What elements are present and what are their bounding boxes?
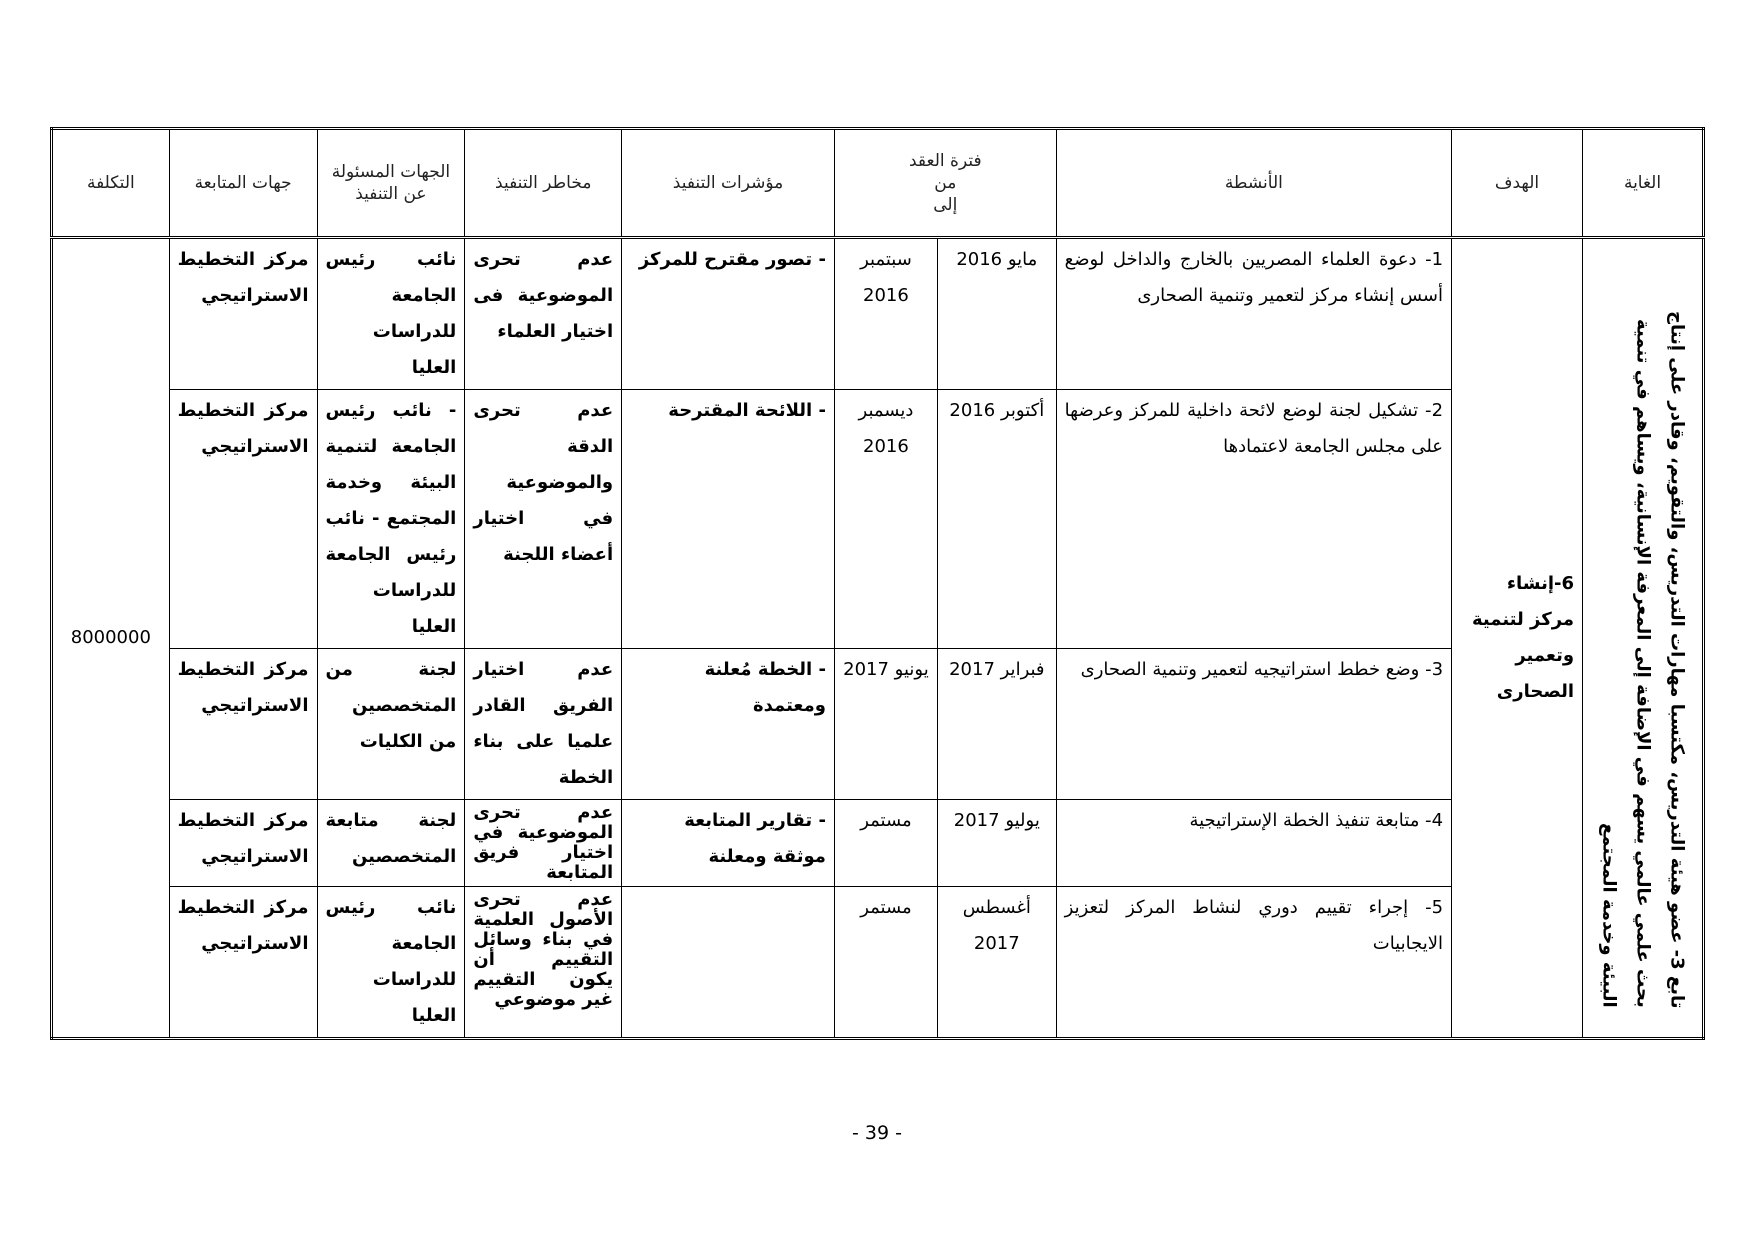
header-aim: الغاية xyxy=(1583,129,1704,238)
responsible-2: - نائب رئيس الجامعة لتنمية البيئة وخدمة المجتمع - نائب رئيس الجامعة للدراسات العليا xyxy=(317,390,465,649)
responsible-4: لجنة متابعة المتخصصين xyxy=(317,800,465,887)
goal-text: 6-إنشاء مركز لتنمية وتعمير الصحارى xyxy=(1452,238,1583,1039)
indicator-5 xyxy=(622,887,835,1039)
risk-4: عدم تحرى الموضوعية في اختيار فريق المتابعة xyxy=(465,800,622,887)
indicator-1: - تصور مقترح للمركز xyxy=(622,238,835,390)
monitoring-1: مركز التخطيط الاستراتيجي xyxy=(169,238,317,390)
responsible-1: نائب رئيس الجامعة للدراسات العليا xyxy=(317,238,465,390)
responsible-5: نائب رئيس الجامعة للدراسات العليا xyxy=(317,887,465,1039)
activity-4: 4- متابعة تنفيذ الخطة الإستراتيجية xyxy=(1056,800,1451,887)
aim-cell xyxy=(1583,238,1704,1039)
indicator-3: - الخطة مُعلنة ومعتمدة xyxy=(622,649,835,800)
header-period-to: إلى xyxy=(933,195,958,215)
strategic-plan-table xyxy=(50,127,1705,1040)
period-from-5: أغسطس 2017 xyxy=(937,887,1056,1039)
period-from-3: فبراير 2017 xyxy=(937,649,1056,800)
activity-2: 2- تشكيل لجنة لوضع لائحة داخلية للمركز وعرضها على مجلس الجامعة لاعتمادها xyxy=(1056,390,1451,649)
header-period-from: من xyxy=(934,173,957,193)
monitoring-3: مركز التخطيط الاستراتيجي xyxy=(169,649,317,800)
period-from-1: مايو 2016 xyxy=(937,238,1056,390)
header-activities: الأنشطة xyxy=(1056,129,1451,238)
table-row xyxy=(52,238,1704,390)
header-goal: الهدف xyxy=(1452,129,1583,238)
period-to-4: مستمر xyxy=(834,800,937,887)
header-period xyxy=(834,129,1056,238)
cost-value: 8000000 xyxy=(52,238,170,1039)
period-to-5: مستمر xyxy=(834,887,937,1039)
period-from-2: أكتوبر 2016 xyxy=(937,390,1056,649)
period-to-1: سبتمبر 2016 xyxy=(834,238,937,390)
indicator-4: - تقارير المتابعة موثقة ومعلنة xyxy=(622,800,835,887)
risk-1: عدم تحرى الموضوعية فى اختيار العلماء xyxy=(465,238,622,390)
risk-3: عدم اختيار الفريق القادر علميا على بناء الخطة xyxy=(465,649,622,800)
monitoring-5: مركز التخطيط الاستراتيجي xyxy=(169,887,317,1039)
risk-5: عدم تحرى الأصول العلمية في بناء وسائل التقييم أن يكون التقييم غير موضوعي xyxy=(465,887,622,1039)
indicator-2: - اللائحة المقترحة xyxy=(622,390,835,649)
risk-2: عدم تحرى الدقة والموضوعية في اختيار أعضاء اللجنة xyxy=(465,390,622,649)
activity-3: 3- وضع خطط استراتيجيه لتعمير وتنمية الصحارى xyxy=(1056,649,1451,800)
page-number: - 39 - xyxy=(852,1122,902,1144)
period-from-4: يوليو 2017 xyxy=(937,800,1056,887)
header-row xyxy=(52,129,1704,238)
header-indicators: مؤشرات التنفيذ xyxy=(622,129,835,238)
aim-text: تابع 3- عضو هيئة التدريس، مكتسبا مهارات التدريس، والتقويم، وقادر على إنتاج بحث علمي عالمي يسهم في الإضافة إلى المعرفة الإنسانية، ويساهم في تنمية البيئة وخدمة المجتمع xyxy=(1598,310,1688,1008)
monitoring-2: مركز التخطيط الاستراتيجي xyxy=(169,390,317,649)
header-period-title: فترة العقد xyxy=(909,151,982,171)
activity-5: 5- إجراء تقييم دوري لنشاط المركز لتعزيز الايجابيات xyxy=(1056,887,1451,1039)
period-to-3: يونيو 2017 xyxy=(834,649,937,800)
header-responsible: الجهات المسئولة عن التنفيذ xyxy=(317,129,465,238)
period-to-2: ديسمبر 2016 xyxy=(834,390,937,649)
activity-1: 1- دعوة العلماء المصريين بالخارج والداخل لوضع أسس إنشاء مركز لتعمير وتنمية الصحارى xyxy=(1056,238,1451,390)
monitoring-4: مركز التخطيط الاستراتيجي xyxy=(169,800,317,887)
header-risks: مخاطر التنفيذ xyxy=(465,129,622,238)
header-cost: التكلفة xyxy=(52,129,170,238)
responsible-3: لجنة من المتخصصين من الكليات xyxy=(317,649,465,800)
header-monitoring: جهات المتابعة xyxy=(169,129,317,238)
